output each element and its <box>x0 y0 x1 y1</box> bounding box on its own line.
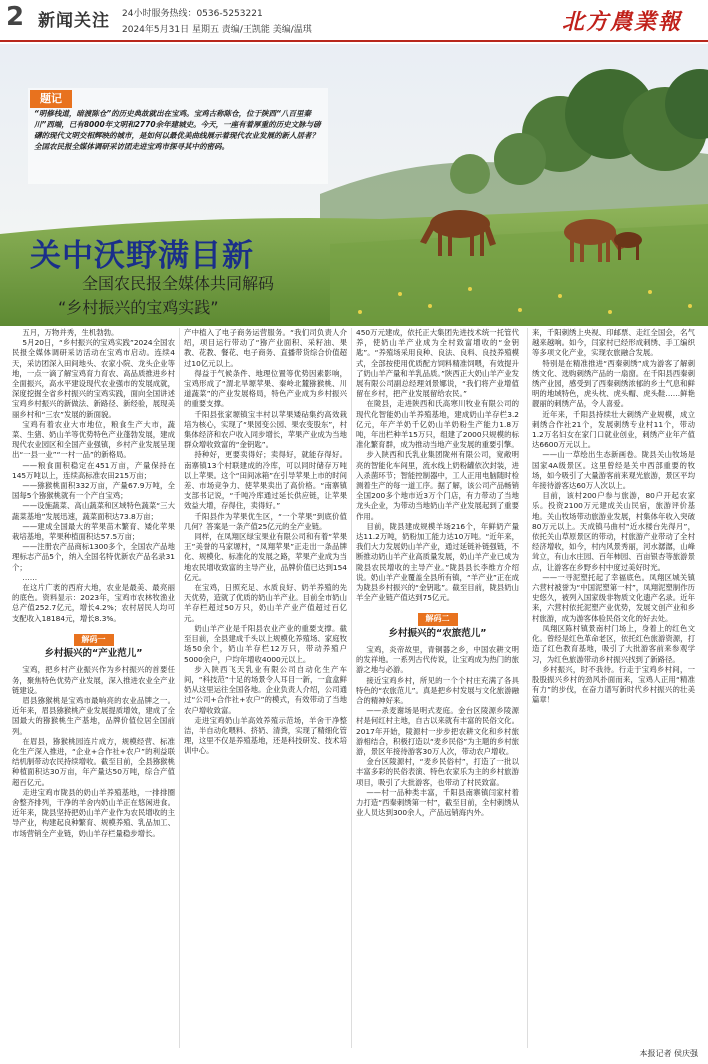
subhead: 乡村振兴的“农旅范儿” <box>388 627 487 639</box>
paragraph: 得益于气候条件、地理位置等优势因素影响，宝鸡形成了“渭北旱塬苹果、秦岭北麓猕猴桃、川道蔬菜”的产业发展格局，特色产业成为乡村振兴的重要支撑。 <box>184 368 347 409</box>
paragraph: 在陇县，走进陕西和氏高寒川牧业有限公司的现代化智能奶山羊养殖基地，建成奶山羊存栏3.2亿元，年产羊奶千亿奶山羊奶粉生产能力1.8万吨，年出栏种羊15万只，组建了2000只规模的标准化繁育群，成为推动当地产业发展的重要引擎。 <box>356 399 519 450</box>
reporter-byline: 本报记者 侯庆强 <box>639 1049 698 1058</box>
page-number: 2 <box>6 2 25 32</box>
paragraph: 目前，该村200户参与旅游，80户开起农家乐。投资2100万元建成关山民宿，旅游评价基地。关山牧场带动旅游业发展，村集体年收入突破80万元以上。天成镇马曲村“近水楼台先得月”，依托关山草原景区的带动，村旅游产业带动了全村经济增收，如今，村内风景秀丽，河水潺潺，山峰耸立，有山水庄园、百年柿园、百亩银杏等旅游景点，让游客在乡野乡村中度过美好时光。 <box>532 491 695 572</box>
column-divider <box>527 328 528 1048</box>
hotline-text: 24小时服务热线：0536-5253221 <box>122 9 263 19</box>
paragraph: 奶山羊产业是千阳县农业产业的重要支撑。截至目前，全县建成千头以上规模化养殖场、家庭牧场50余个，奶山羊存栏12万只，带动养殖户5000余户，户均年增收4000元以上。 <box>184 623 347 664</box>
article-column-3 <box>356 328 519 818</box>
paragraph: 走进宝鸡奶山羊高效养殖示范场，羊舍干净整洁，半自动化喂料、挤奶、清粪，实现了精细化管理，这里不仅是养殖基地，还是科技研发、技术培训中心。 <box>184 715 347 756</box>
paragraph: 步入陕西飞天乳业有限公司自动化生产车间，“科技范”十足的场景令人耳目一新，一盒盒鲜奶从这里运往全国各地。企业负责人介绍，公司通过“公司+合作社+农户”的模式，有效带动了当地农户增收致富。 <box>184 664 347 715</box>
intro-text: “明修栈道，暗渡陈仓”的历史典故就出在宝鸡。宝鸡古称陈仓，位于陕西“八百里秦川”西端，已有8000年文明和2770余年建城史。今天，一座有着厚重的历史文脉与磅礴的现代文明交相辉映的城市，是如何以最优美曲线展示着现代农业发展的新人居者？全国农民报全媒体调研采访团走进宝鸡市探寻其中的密码。 <box>34 109 321 151</box>
paragraph: ——一寻泥塑托起了幸福底色。凤翔区城关镇六营村被誉为“中国泥塑第一村”，凤翔泥塑制作历史悠久，被列入国家级非物质文化遗产名录。近年来，六营村依托泥塑产业优势，发展文创产业和乡村旅游，成为游客体验民俗文化的好去处。 <box>532 572 695 623</box>
article-column-1 <box>12 328 175 839</box>
paragraph: 宝鸡，炎帝故里，青铜器之乡，中国农耕文明的发祥地。一系列古代传说，让宝鸡成为热门的旅游之地与必游。 <box>356 644 519 675</box>
paragraph: ——注册农产品商标1300多个，全国农产品地理标志产品5个，纳入全国名特优新农产品名录31个； <box>12 542 175 572</box>
paragraph: 宝鸡，把乡村产业振兴作为乡村振兴的首要任务，聚焦特色优势产业发展，深入推进农业全产业链建设。 <box>12 665 175 695</box>
paragraph: 5月20日，“乡村振兴的宝鸡实践”2024全国农民报全媒体调研采访活动在宝鸡市启动。连续4天，采访团深入田间地头、农家小院、龙头企业等地，一点一滴了解宝鸡育力育农、高品质推进乡村全面振兴，高水平建设现代农业强市的发展成就，深度挖掘全省乡村振兴的宝鸡实践，面向全国讲述宝鸡乡村振兴的新做法、新路径、新经验，展现美丽乡村和“三农”发展的新面貌。 <box>12 338 175 419</box>
paragraph: ——粮食面积稳定在451万亩，产量保持在145万吨以上，连续高标准农田215万亩； <box>12 460 175 480</box>
paragraph: ——建成全国最大的苹果苗木繁育、矮化苹果栽培基地，苹果种植面积达57.5万亩； <box>12 521 175 542</box>
paragraph: ——杀麦谢场是明式麦庭。金台区陵源乡陵源村是何红村主地，自古以来就有丰富的民俗文化。2017年开始，陵源村一步步把农耕文化和乡村旅游相结合，积极打造以“麦乡民俗”为主题的乡村旅游，景区年接待游客30万人次，带动农户增收。 <box>356 706 519 756</box>
paragraph: ——村一品种类丰富，千阳县南寨镇闫家村着力打造“西秦刺绣第一村”，截至目前，全村刺绣从业人员达到300余人，产品远销海内外。 <box>356 787 519 818</box>
paragraph: 450万元建成，依托正大集团先进技术统一托管代养，使奶山羊产业成为全村致富增收的“金钥匙”。“养殖场采用良种、良法、良料、良技养殖模式，全部按使用优质配方饲料精准饲喂，有效提升了奶山羊产量和羊乳品质。”陕西正大奶山羊产业发展有限公司副总经理刘景娜说，“我们将产业增值留在乡村，把产业发展留给农民。” <box>356 328 519 399</box>
newspaper-brand: 北方農業報 <box>562 9 683 35</box>
column-divider <box>351 328 352 1048</box>
paragraph: 眉县猕猴桃是宝鸡市最响亮的农业品牌之一。近年来，眉县猕猴桃产业发展提质增效，建成了全国最大的猕猴桃生产基地，品牌价值位居全国前列。 <box>12 695 175 736</box>
paragraph: ——设施蔬菜、高山蔬菜和区域特色蔬菜“三大蔬菜基地”发展迅速，蔬菜面积达73.8万亩； <box>12 501 175 521</box>
page-header <box>0 0 708 44</box>
paragraph: 宝鸡有着农业大市地位，粮食生产大市，蔬菜、生猪、奶山羊等优势特色产业蓬勃发展，建成现代农业园区和全国产业强镇，乡村产业发展呈现出“一县一业”“一村一品”的新格局。 <box>12 419 175 460</box>
paragraph: 走进宝鸡市陇县的奶山羊养殖基地，一排排圈舍整齐排列，干净的羊舍内奶山羊正在悠闲进食。近年来，陇县坚持把奶山羊产业作为农民增收的主导产业，构建起良种繁育、规模养殖、乳品加工、市场营销全产业链，奶山羊存栏量稳步增长。 <box>12 787 175 838</box>
subtitle-line-1: 全国农民报全媒体共同解码 <box>82 274 275 293</box>
paragraph: 同样，在凤翔区绿宝果业有限公司和有着“苹果王”美誉的马家塬村，“凤翔苹果”正走出一条品牌化、规模化、标准化的发展之路，苹果产业成为当地农民增收致富的主导产业，品牌价值已达到154亿元。 <box>184 532 347 582</box>
paragraph: …… <box>22 572 38 582</box>
headline: 关中沃野满目新 <box>30 238 254 274</box>
paragraph: 来，千阳刺绣上央视、印邮票、走红全国会，名气越来越响。如今，闫家村已经形成刺绣、手工编织等多项文化产业，实现农旅融合发展。 <box>532 328 695 358</box>
article-column-2 <box>184 328 347 757</box>
paragraph: 近年来，千阳县持续壮大刺绣产业规模，成立刺绣合作社21个，发展刺绣专业村11个，带动1.2万名妇女在家门口就业创业，刺绣产业年产值达6600万元以上。 <box>532 409 695 450</box>
section-heading <box>12 634 175 659</box>
paragraph: 目前，陇县建成规模羊场216个，年鲜奶产量达11.2万吨，奶粉加工能力达10万吨。“近年来，我们大力发展奶山羊产业，通过延链补链强链，不断推动奶山羊产业高质量发展，奶山羊产业已成为陇县农民增收的主导产业。”陇县县长李维方介绍说。奶山羊产业覆盖全县所有镇，“羊产业”正在成为陇县乡村振兴的“金钥匙”。截至目前，陇县奶山羊全产业链产值达到75亿元。 <box>356 521 519 603</box>
intro-tag: 题记 <box>30 90 72 108</box>
subhead: 乡村振兴的“产业范儿” <box>44 648 143 660</box>
paragraph: 五月，万物并秀，生机勃勃。 <box>22 328 119 337</box>
paragraph: ——山一草绘出生态新画卷。陇县关山牧场是国家4A级景区。这里曾经是关中西部重要的牧场，如今吸引了大量游客前来观光旅游，景区平均年接待游客达60万人次以上。 <box>532 450 695 491</box>
subtitle-line-2: “乡村振兴的宝鸡实践” <box>58 298 219 317</box>
paragraph: 在眉县，猕猴桃园连片成方，规模经营、标准化生产深入推进，“企业+合作社+农户”的利益联结机制带动农民持续增收。截至目前，全县猕猴桃种植面积达30万亩，年产量达50万吨，综合产值超百亿元。 <box>12 736 175 787</box>
paragraph: 接近宝鸡乡村，所见的一个个村庄充满了各具特色的“农旅范儿”。真是把乡村发展与文化旅游融合的精神好来。 <box>356 675 519 705</box>
paragraph: 金台区陵源村，“麦乡民俗村”，打造了一批以丰富多彩的民俗表演、特色农家乐为主的乡村旅游项目，吸引了大批游客，也带动了村民致富。 <box>356 757 519 787</box>
section-title: 新闻关注 <box>38 11 110 31</box>
paragraph: ——猕猴桃面积332万亩，产量67.9万吨，全国每5个猕猴桃就有一个产自宝鸡； <box>12 481 175 501</box>
date-editor-text: 2024年5月31日 星期五 责编/王凯能 美编/温琪 <box>122 25 312 35</box>
paragraph: 持种好，更要卖得好；卖得好，就能存得好。南寨镇13个村联建成的冷库，可以同时储存万吨以上苹果。这个“田间冰箱”在引导苹果上市的时间差、市场竞争力、使苹果卖出了高价格。“南寨镇支部书记说，“千吨冷库通过延长供应链，让苹果效益大增，存得住，卖得好。” <box>184 450 347 511</box>
column-divider <box>179 328 180 1048</box>
paragraph: 产中植入了电子商务运营服务。“我们司负责人介绍，项目运行带动了“猕产业面积、采籽油、果教、花教、餐花、电子商务、直播带货综合价值超过10亿元以上。 <box>184 328 347 368</box>
header-rule <box>0 40 708 42</box>
paragraph: 在宝鸡，日照充足、水质良好、奶羊养殖的先天优势，造就了优质的奶山羊产业。目前全市奶山羊存栏超过50万只，奶山羊产业产值超过百亿元。 <box>184 583 347 623</box>
paragraph: 凤翔区陈村镇景南村门场上，身着上的红色文化。曾经是红色革命老区，依托红色旅游资源，打造了红色教育基地，吸引了大批游客前来参观学习，为红色旅游带动乡村振兴找到了新路径。 <box>532 623 695 664</box>
paragraph: 乡村振兴，时不我待。行走于宝鸡乡村间，一股股振兴乡村的劲风扑面而来，宝鸡人正用“精准有力”的步伐，在奋力谱写新时代乡村振兴的壮美篇章！ <box>532 664 695 705</box>
paragraph: 千阳县作为苹果优生区，“一个苹果”到底价值几何？答案是一条产值25亿元的全产业链。 <box>184 511 347 531</box>
section-heading <box>356 613 519 638</box>
paragraph: 在这片广袤的西府大地，农业是最美、最亮丽的底色。资料显示：2023年，宝鸡市农林牧渔业总产值252.7亿元，增长4.2%；农村居民人均可支配收入18184元，增长8.3%。 <box>12 583 175 623</box>
paragraph: 千阳县张家塬镇宝丰村以苹果矮砧集约高效栽培为核心，实现了“果园变公园、果农变股东”，村集体经济和农户收入同步增长，苹果产业成为当地群众增收致富的“金钥匙”。 <box>184 409 347 450</box>
decode-tag: 解码二 <box>418 613 458 625</box>
article-column-4 <box>532 328 695 706</box>
paragraph: 特别是在精准推进“西秦刺绣”成为游客了解刺绣文化、选购刺绣产品的一扇窗。在千阳县西秦刺绣产业园，感受到了西秦刺绣浓郁的乡土气息和鲜明的地域特色，虎头枕、虎头帽、虎头鞋……鲜艳靓丽的刺绣产品，令人喜爱。 <box>532 358 695 409</box>
decode-tag: 解码一 <box>74 634 114 646</box>
paragraph: 步入陕西和氏乳业集团陇州有限公司，宽敞明亮的智能化车间里，流水线上奶粉罐依次封装，进入杀菌环节；智能控制器中，工人正用电脑随时检测着生产的每一道工序。据了解，该公司产品畅销全国200多个地市近3万个门店，有力带动了当地龙头企业，为带动当地奶山羊产业发展起到了重要作用。 <box>356 450 519 521</box>
